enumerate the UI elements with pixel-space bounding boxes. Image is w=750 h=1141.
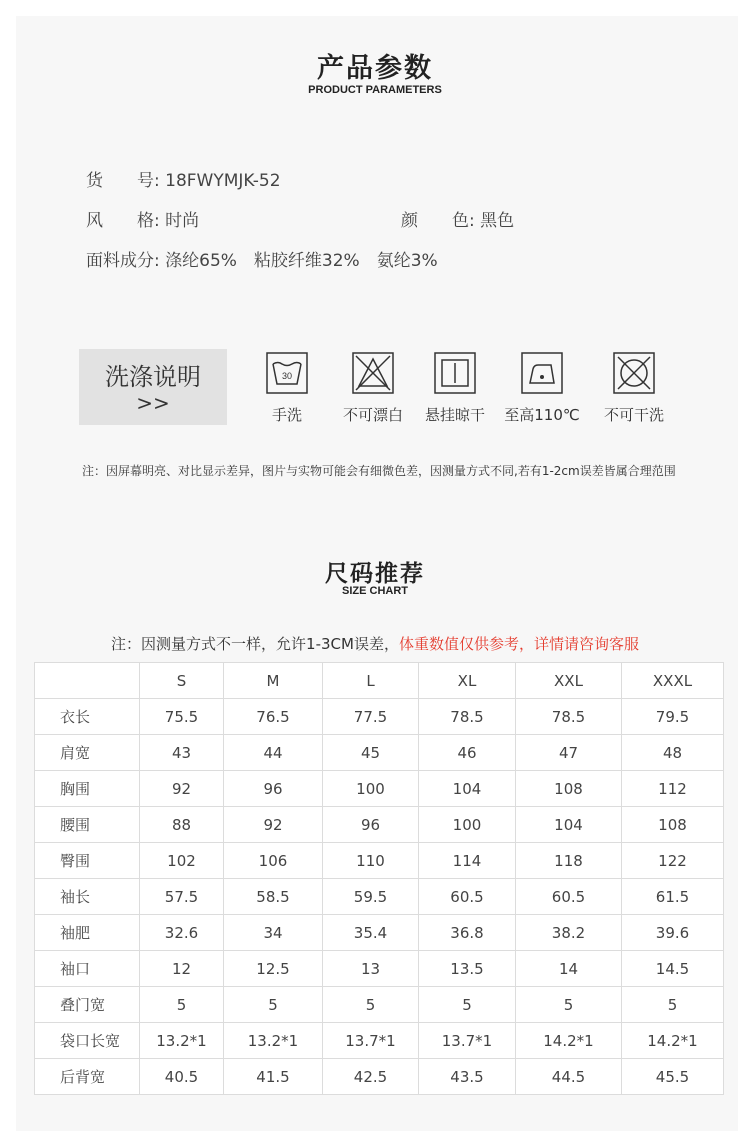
care-arrow: >> bbox=[136, 391, 170, 415]
size-header-cell: XXXL bbox=[622, 663, 724, 699]
table-row bbox=[35, 951, 724, 987]
measure-value-cell: 45.5 bbox=[622, 1059, 724, 1095]
spec-item-no bbox=[86, 166, 281, 191]
care-label-no-bleach: 不可漂白 bbox=[342, 406, 403, 424]
measure-value-cell: 35.4 bbox=[323, 915, 419, 951]
table-row bbox=[35, 699, 724, 735]
measure-value-cell: 76.5 bbox=[224, 699, 323, 735]
iron-110-icon bbox=[521, 352, 563, 394]
do-not-dry-clean-icon bbox=[613, 352, 655, 394]
color-difference-note: 注：因屏幕明亮、对比显示差异，图片与实物可能会有细微色差，因测量方式不同,若有1-2cm误差皆属合理范围 bbox=[82, 464, 676, 478]
measure-value-cell: 13.7*1 bbox=[323, 1023, 419, 1059]
measure-value-cell: 104 bbox=[419, 771, 516, 807]
measure-value-cell: 92 bbox=[224, 807, 323, 843]
care-label-hang-dry: 悬挂晾干 bbox=[424, 406, 485, 424]
measure-value-cell: 43 bbox=[140, 735, 224, 771]
measure-value-cell: 57.5 bbox=[140, 879, 224, 915]
measure-value-cell: 114 bbox=[419, 843, 516, 879]
measure-value-cell: 48 bbox=[622, 735, 724, 771]
measure-value-cell: 104 bbox=[516, 807, 622, 843]
measure-label-cell: 臀围 bbox=[35, 843, 140, 879]
measure-label-cell: 胸围 bbox=[35, 771, 140, 807]
size-header-cell: XXL bbox=[516, 663, 622, 699]
measure-value-cell: 59.5 bbox=[323, 879, 419, 915]
spec-item-no-value: 18FWYMJK-52 bbox=[165, 171, 281, 191]
spec-color bbox=[401, 206, 514, 231]
measure-label-cell: 后背宽 bbox=[35, 1059, 140, 1095]
measure-label-cell: 袖口 bbox=[35, 951, 140, 987]
measure-value-cell: 92 bbox=[140, 771, 224, 807]
measure-value-cell: 13.2*1 bbox=[140, 1023, 224, 1059]
table-row bbox=[35, 1059, 724, 1095]
measure-value-cell: 110 bbox=[323, 843, 419, 879]
measure-value-cell: 5 bbox=[622, 987, 724, 1023]
measure-value-cell: 5 bbox=[140, 987, 224, 1023]
measure-value-cell: 5 bbox=[516, 987, 622, 1023]
size-header-cell: M bbox=[224, 663, 323, 699]
measure-value-cell: 42.5 bbox=[323, 1059, 419, 1095]
measure-value-cell: 78.5 bbox=[516, 699, 622, 735]
size-note-warning: 体重数值仅供参考，详情请咨询客服 bbox=[398, 635, 639, 653]
measure-value-cell: 77.5 bbox=[323, 699, 419, 735]
measure-value-cell: 46 bbox=[419, 735, 516, 771]
measure-value-cell: 88 bbox=[140, 807, 224, 843]
measure-value-cell: 39.6 bbox=[622, 915, 724, 951]
measure-value-cell: 108 bbox=[622, 807, 724, 843]
spec-style-label: 风 格: bbox=[86, 211, 160, 231]
measure-value-cell: 44 bbox=[224, 735, 323, 771]
size-note-text: 注：因测量方式不一样，允许1-3CM误差， bbox=[111, 635, 399, 653]
table-row bbox=[35, 987, 724, 1023]
product-params-subtitle: PRODUCT PARAMETERS bbox=[308, 84, 442, 96]
measure-value-cell: 58.5 bbox=[224, 879, 323, 915]
measure-value-cell: 100 bbox=[419, 807, 516, 843]
care-item-iron bbox=[500, 352, 584, 425]
table-row bbox=[35, 915, 724, 951]
measure-value-cell: 96 bbox=[323, 807, 419, 843]
measure-value-cell: 78.5 bbox=[419, 699, 516, 735]
care-item-no-dry-clean bbox=[592, 352, 676, 425]
measure-value-cell: 102 bbox=[140, 843, 224, 879]
care-label-no-dry-clean: 不可干洗 bbox=[603, 406, 664, 424]
spec-color-value: 黑色 bbox=[480, 211, 515, 231]
measure-value-cell: 13.2*1 bbox=[224, 1023, 323, 1059]
measure-label-cell: 腰围 bbox=[35, 807, 140, 843]
care-instructions-box bbox=[79, 349, 227, 425]
measure-value-cell: 5 bbox=[419, 987, 516, 1023]
size-note bbox=[0, 633, 750, 654]
measure-value-cell: 75.5 bbox=[140, 699, 224, 735]
measure-value-cell: 38.2 bbox=[516, 915, 622, 951]
measure-value-cell: 44.5 bbox=[516, 1059, 622, 1095]
size-chart-subtitle: SIZE CHART bbox=[342, 585, 408, 597]
measure-value-cell: 41.5 bbox=[224, 1059, 323, 1095]
size-header-cell: L bbox=[323, 663, 419, 699]
measure-value-cell: 112 bbox=[622, 771, 724, 807]
svg-text:30: 30 bbox=[281, 371, 293, 381]
table-row bbox=[35, 879, 724, 915]
measure-value-cell: 12 bbox=[140, 951, 224, 987]
hand-wash-30-icon bbox=[266, 352, 308, 394]
care-label-iron: 至高110℃ bbox=[504, 406, 580, 424]
measure-value-cell: 13.7*1 bbox=[419, 1023, 516, 1059]
measure-value-cell: 60.5 bbox=[516, 879, 622, 915]
spec-color-label: 颜 色: bbox=[401, 211, 475, 231]
measure-value-cell: 108 bbox=[516, 771, 622, 807]
measure-value-cell: 40.5 bbox=[140, 1059, 224, 1095]
measure-label-cell: 袋口长宽 bbox=[35, 1023, 140, 1059]
measure-value-cell: 96 bbox=[224, 771, 323, 807]
size-table bbox=[34, 662, 724, 1095]
spec-item-no-label: 货 号: bbox=[86, 171, 160, 191]
do-not-bleach-icon bbox=[352, 352, 394, 394]
measure-label-cell: 袖长 bbox=[35, 879, 140, 915]
measure-value-cell: 14.2*1 bbox=[516, 1023, 622, 1059]
measure-label-cell: 袖肥 bbox=[35, 915, 140, 951]
spec-fabric bbox=[86, 246, 438, 271]
table-row bbox=[35, 807, 724, 843]
care-item-no-bleach bbox=[331, 352, 415, 425]
product-params-title: 产品参数 bbox=[317, 53, 433, 84]
measure-value-cell: 100 bbox=[323, 771, 419, 807]
measure-value-cell: 106 bbox=[224, 843, 323, 879]
measure-value-cell: 13.5 bbox=[419, 951, 516, 987]
spec-fabric-label: 面料成分: bbox=[86, 251, 160, 271]
measure-value-cell: 14.2*1 bbox=[622, 1023, 724, 1059]
size-chart-title: 尺码推荐 bbox=[325, 561, 425, 587]
measure-value-cell: 47 bbox=[516, 735, 622, 771]
measure-value-cell: 12.5 bbox=[224, 951, 323, 987]
measure-value-cell: 32.6 bbox=[140, 915, 224, 951]
hang-dry-icon bbox=[434, 352, 476, 394]
measure-value-cell: 43.5 bbox=[419, 1059, 516, 1095]
measure-value-cell: 14 bbox=[516, 951, 622, 987]
header-corner-cell bbox=[35, 663, 140, 699]
measure-value-cell: 34 bbox=[224, 915, 323, 951]
measure-value-cell: 5 bbox=[323, 987, 419, 1023]
measure-value-cell: 5 bbox=[224, 987, 323, 1023]
care-item-hand-wash bbox=[245, 352, 329, 425]
care-title: 洗涤说明 bbox=[105, 363, 201, 391]
measure-label-cell: 肩宽 bbox=[35, 735, 140, 771]
size-header-cell: XL bbox=[419, 663, 516, 699]
measure-value-cell: 36.8 bbox=[419, 915, 516, 951]
measure-value-cell: 60.5 bbox=[419, 879, 516, 915]
measure-label-cell: 叠门宽 bbox=[35, 987, 140, 1023]
measure-label-cell: 衣长 bbox=[35, 699, 140, 735]
measure-value-cell: 14.5 bbox=[622, 951, 724, 987]
table-row bbox=[35, 1023, 724, 1059]
table-row bbox=[35, 771, 724, 807]
size-header-cell: S bbox=[140, 663, 224, 699]
measure-value-cell: 45 bbox=[323, 735, 419, 771]
spec-fabric-value: 涤纶65% 粘胶纤维32% 氨纶3% bbox=[165, 251, 438, 271]
measure-value-cell: 118 bbox=[516, 843, 622, 879]
care-item-hang-dry bbox=[413, 352, 497, 425]
care-label-hand-wash: 手洗 bbox=[271, 406, 302, 424]
table-header-row bbox=[35, 663, 724, 699]
measure-value-cell: 13 bbox=[323, 951, 419, 987]
measure-value-cell: 61.5 bbox=[622, 879, 724, 915]
table-row bbox=[35, 843, 724, 879]
measure-value-cell: 79.5 bbox=[622, 699, 724, 735]
spec-style bbox=[86, 206, 199, 231]
measure-value-cell: 122 bbox=[622, 843, 724, 879]
table-row bbox=[35, 735, 724, 771]
spec-style-value: 时尚 bbox=[165, 211, 200, 231]
